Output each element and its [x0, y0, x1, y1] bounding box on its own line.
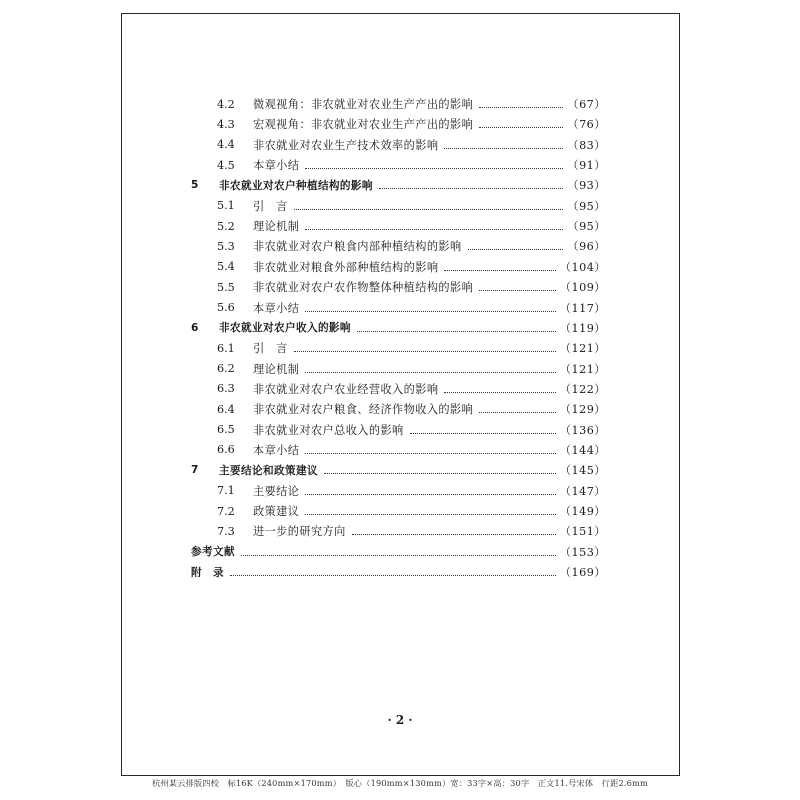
toc-entry-title: 进一步的研究方向 — [253, 525, 346, 539]
toc-entry-title: 非农就业对农户收入的影响 — [219, 322, 351, 335]
toc-entry-title: 政策建议 — [253, 505, 300, 518]
toc-entry-page: （149） — [559, 505, 606, 518]
toc-entry-number: 5.4 — [217, 260, 235, 274]
toc-entry-title: 附 录 — [191, 566, 224, 579]
toc-section-entry — [217, 401, 606, 417]
dot-leader — [294, 350, 556, 352]
toc-chapter-entry — [191, 177, 606, 193]
dot-leader — [305, 310, 555, 312]
toc-section-entry — [217, 523, 606, 539]
dot-leader — [324, 472, 556, 474]
toc-entry-title: 本章小结 — [253, 159, 300, 173]
toc-entry-number: 7.2 — [217, 504, 235, 518]
toc-entry-number: 5.1 — [217, 199, 235, 213]
toc-entry-number: 4.2 — [217, 97, 235, 111]
toc-entry-title: 主要结论 — [253, 484, 300, 498]
toc-section-entry — [217, 340, 606, 356]
dot-leader — [305, 228, 563, 230]
toc-entry-title: 本章小结 — [253, 443, 300, 457]
toc-section-entry — [217, 422, 606, 438]
toc-entry-page: （95） — [567, 220, 606, 234]
toc-chapter-entry — [191, 462, 606, 478]
toc-entry-page: （144） — [559, 443, 606, 457]
toc-entry-page: （93） — [567, 179, 606, 193]
toc-entry-title: 非农就业对粮食外部种植结构的影响 — [253, 260, 439, 274]
toc-entry-page: （109） — [559, 281, 606, 295]
dot-leader — [230, 574, 556, 576]
toc-section-entry — [217, 157, 606, 173]
toc-entry-page: （145） — [559, 464, 606, 478]
toc-entry-number: 4.4 — [217, 138, 235, 152]
toc-entry-number: 7 — [191, 464, 199, 477]
toc-entry-number: 7.1 — [217, 484, 235, 498]
toc-entry-page: （67） — [567, 98, 606, 111]
toc-entry-number: 5 — [191, 179, 199, 192]
dot-leader — [479, 411, 556, 413]
toc-section-entry — [217, 279, 606, 295]
dot-leader — [444, 269, 555, 271]
toc-entry-title: 非农就业对农户总收入的影响 — [253, 423, 404, 437]
toc-entry-number: 4.5 — [217, 158, 235, 172]
toc-entry-number: 6.5 — [217, 423, 235, 437]
toc-entry-page: （122） — [559, 382, 606, 396]
toc-entry-title: 非农就业对农户农作物整体种植结构的影响 — [253, 281, 474, 295]
toc-entry-title: 引 言 — [253, 199, 288, 213]
toc-section-entry — [217, 361, 606, 377]
toc-entry-page: （121） — [559, 342, 606, 356]
toc-section-entry — [217, 381, 606, 397]
toc-entry-number: 6.1 — [217, 341, 235, 355]
toc-entry-page: （95） — [567, 199, 606, 213]
toc-entry-title: 非农就业对农户粮食、经济作物收入的影响 — [253, 403, 474, 417]
toc-chapter-entry — [191, 320, 606, 336]
toc-entry-title: 参考文献 — [191, 546, 235, 559]
toc-section-entry — [217, 116, 606, 132]
dot-leader — [305, 513, 555, 515]
toc-entry-title: 非农就业对农户农业经营收入的影响 — [253, 382, 439, 396]
toc-entry-page: （129） — [559, 403, 606, 417]
toc-entry-title: 理论机制 — [253, 362, 300, 376]
toc-entry-page: （83） — [567, 138, 606, 152]
toc-section-entry — [217, 137, 606, 153]
toc-entry-number: 6.3 — [217, 382, 235, 396]
toc-section-entry — [217, 96, 606, 112]
toc-entry-number: 4.3 — [217, 117, 235, 131]
toc-section-entry — [217, 259, 606, 275]
dot-leader — [294, 208, 564, 210]
dot-leader — [444, 391, 555, 393]
toc-entry-title: 微观视角：非农就业对农业生产产出的影响 — [253, 98, 474, 111]
toc-entry-title: 非农就业对农业生产技术效率的影响 — [253, 138, 439, 152]
toc-backmatter-entry — [191, 544, 606, 560]
dot-leader — [379, 187, 563, 189]
toc-entry-number: 6.2 — [217, 362, 235, 376]
toc-entry-page: （136） — [559, 423, 606, 437]
toc-entry-number: 5.3 — [217, 239, 235, 253]
dot-leader — [468, 248, 564, 250]
toc-section-entry — [217, 198, 606, 214]
dot-leader — [479, 289, 556, 291]
toc-entry-page: （117） — [559, 301, 606, 315]
toc-entry-title: 本章小结 — [253, 301, 300, 315]
dot-leader — [410, 432, 556, 434]
toc-entry-number: 6 — [191, 321, 199, 334]
toc-entry-page: （76） — [567, 118, 606, 132]
print-footer: 杭州某云排版四校 标16K（240mm×170mm） 版心（190mm×130mm）宽：33字×高：30字 正文11.号宋体 行距2.6mm — [151, 778, 649, 788]
dot-leader — [444, 147, 563, 149]
toc-entry-title: 引 言 — [253, 342, 288, 356]
dot-leader — [479, 106, 563, 108]
toc-section-entry — [217, 300, 606, 316]
toc-entry-number: 5.6 — [217, 301, 235, 314]
toc-entry-page: （147） — [559, 484, 606, 498]
dot-leader — [357, 330, 556, 332]
dot-leader — [241, 554, 556, 556]
dot-leader — [352, 533, 556, 535]
toc-section-entry — [217, 218, 606, 234]
dot-leader — [479, 126, 563, 128]
toc-entry-number: 6.4 — [217, 402, 235, 416]
dot-leader — [305, 452, 555, 454]
toc-entry-page: （169） — [559, 566, 606, 580]
toc-section-entry — [217, 503, 606, 519]
toc-entry-title: 非农就业对农户粮食内部种植结构的影响 — [253, 240, 462, 254]
toc-section-entry — [217, 442, 606, 458]
toc-entry-page: （104） — [559, 260, 606, 274]
toc-entry-number: 5.5 — [217, 280, 235, 294]
toc-entry-page: （153） — [559, 545, 606, 559]
toc-entry-page: （96） — [567, 240, 606, 254]
dot-leader — [305, 493, 555, 495]
toc-entry-title: 宏观视角：非农就业对农业生产产出的影响 — [253, 118, 474, 132]
toc-entry-page: （121） — [559, 362, 606, 376]
toc-section-entry — [217, 238, 606, 254]
toc-entry-number: 5.2 — [217, 219, 235, 233]
toc-backmatter-entry — [191, 564, 606, 580]
toc-section-entry — [217, 483, 606, 499]
toc-entry-number: 6.6 — [217, 443, 235, 457]
toc-entry-title: 非农就业对农户种植结构的影响 — [219, 179, 373, 192]
toc-entry-page: （91） — [567, 159, 606, 173]
toc-entry-page: （119） — [559, 321, 606, 335]
toc-entry-title: 理论机制 — [253, 220, 300, 234]
dot-leader — [305, 371, 555, 373]
toc-entry-number: 7.3 — [217, 524, 235, 538]
toc-entry-title: 主要结论和政策建议 — [219, 464, 318, 477]
toc-entry-page: （151） — [559, 525, 606, 539]
page-number: · 2 · — [387, 713, 413, 727]
dot-leader — [305, 167, 563, 169]
